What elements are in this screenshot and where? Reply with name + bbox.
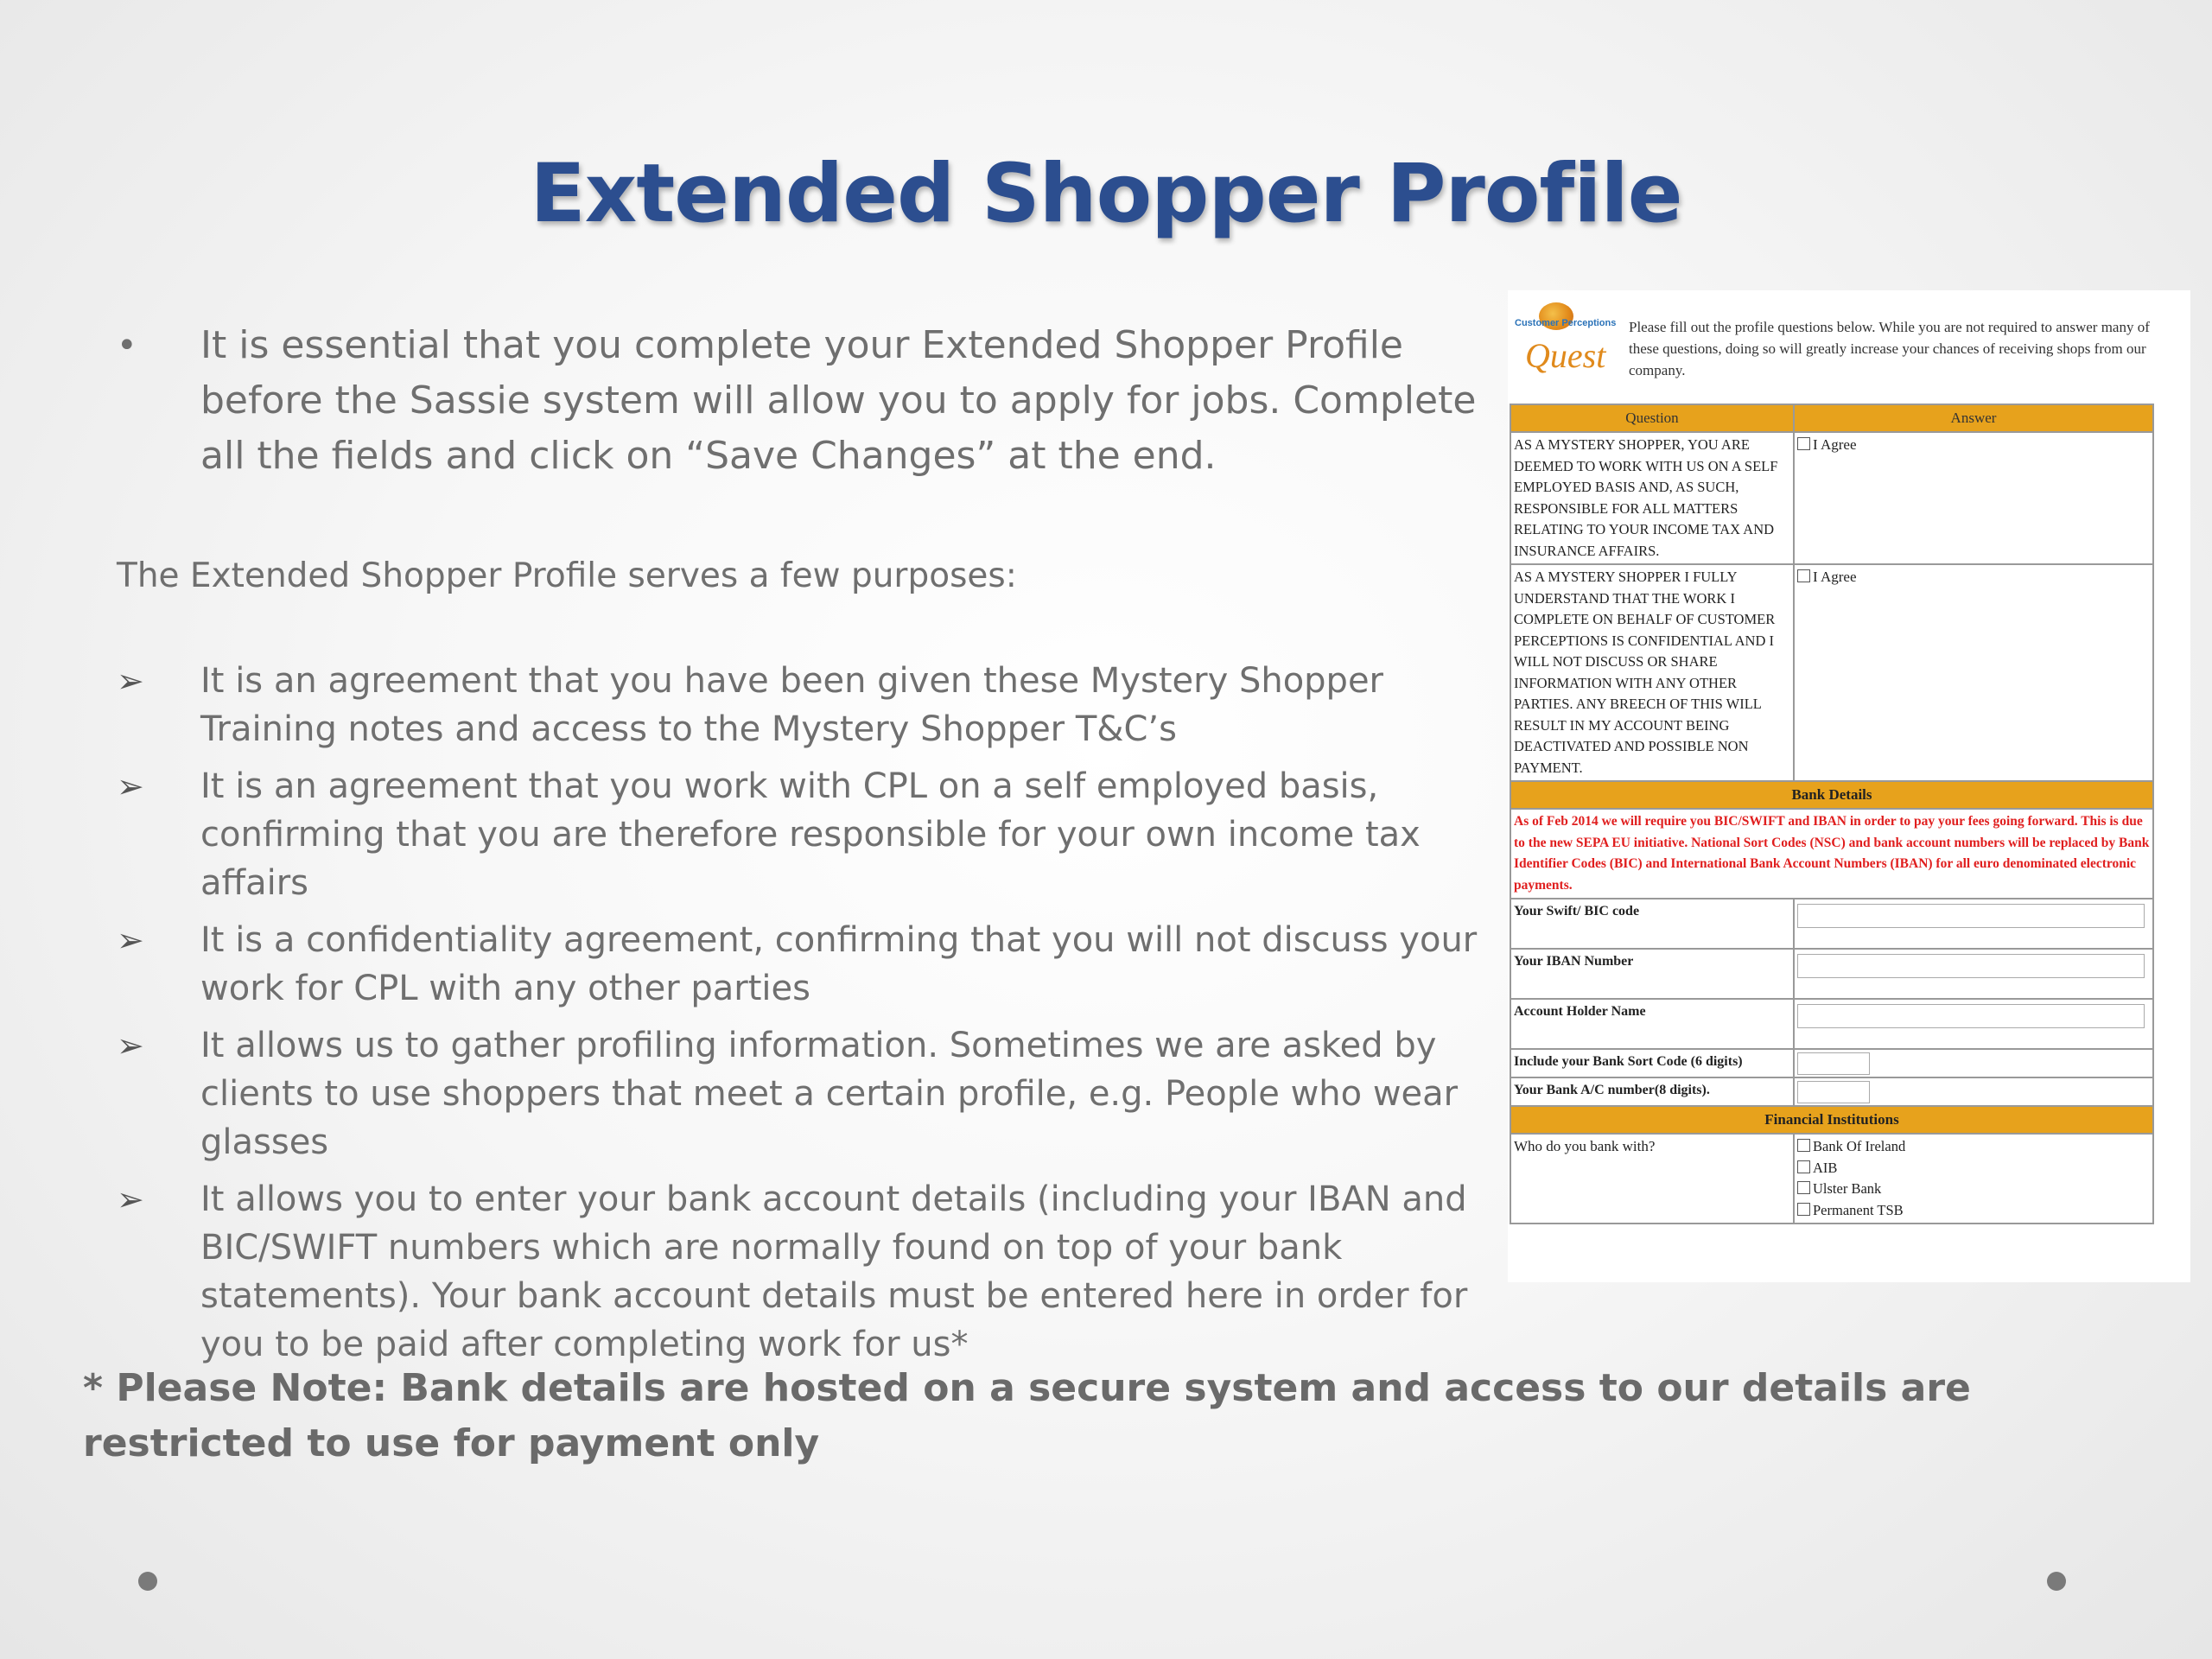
purposes-heading: The Extended Shopper Profile serves a few purposes: — [117, 556, 1017, 595]
table-row — [1510, 1077, 2153, 1106]
answer-cell — [1794, 899, 2153, 949]
purpose-text: It is an agreement that you have been given these Mystery Shopper Training notes and access to the Mystery Shopper T&C’s — [200, 661, 1384, 749]
section-row — [1510, 781, 2153, 809]
table-row — [1510, 1134, 2153, 1224]
bank-option-label: Permanent TSB — [1813, 1201, 1904, 1218]
agree-checkbox[interactable] — [1797, 437, 1810, 450]
answer-cell — [1794, 564, 2153, 781]
bank-option-label: AIB — [1813, 1159, 1838, 1176]
profile-form-table — [1510, 404, 2154, 1224]
question-self-employed: AS A MYSTERY SHOPPER, YOU ARE DEEMED TO WORK WITH US ON A SELF EMPLOYED BASIS AND, AS SUCH, RESPONSIBLE FOR ALL MATTERS RELATING TO YOUR INCOME TAX AND INSURANCE AFFAIRS. — [1510, 432, 1794, 564]
purpose-text: It is an agreement that you work with CPL on a self employed basis, confirming that you are therefore responsible for your own income tax affairs — [200, 766, 1421, 903]
question-confidentiality: AS A MYSTERY SHOPPER I FULLY UNDERSTAND THAT THE WORK I COMPLETE ON BEHALF OF CUSTOMER PERCEPTIONS IS CONFIDENTIAL AND I WILL NOT DISCUSS OR SHARE INFORMATION WITH ANY OTHER PARTIES. ANY BREECH OF THIS WILL RESULT IN MY ACCOUNT BEING DEACTIVATED AND POSSIBLE NON PAYMENT. — [1510, 564, 1794, 781]
bank-option-label: Bank Of Ireland — [1813, 1138, 1906, 1154]
arrow-bullet-icon: ➢ — [117, 921, 144, 959]
question-column-header: Question — [1510, 404, 1794, 432]
intro-text: It is essential that you complete your Extended Shopper Profile before the Sassie system will allow you to apply for jobs. Complete all the fields and click on “Save Changes” at the end. — [200, 323, 1477, 478]
slide-title: Extended Shopper Profile — [530, 147, 1682, 241]
form-header — [1515, 299, 2180, 403]
agree-label: I Agree — [1813, 436, 1857, 453]
table-row — [1510, 999, 2153, 1049]
table-row — [1510, 432, 2153, 564]
agree-checkbox[interactable] — [1797, 569, 1810, 582]
agree-label: I Agree — [1813, 569, 1857, 585]
table-row — [1510, 1049, 2153, 1077]
purpose-item — [117, 916, 1491, 1013]
bank-checkbox[interactable] — [1797, 1181, 1810, 1194]
bank-checkbox[interactable] — [1797, 1160, 1810, 1173]
logo-brand-text: Customer Perceptions — [1515, 318, 1617, 328]
sort-code-label: Include your Bank Sort Code (6 digits) — [1510, 1049, 1794, 1077]
purpose-item — [117, 1175, 1491, 1369]
bank-options-cell — [1794, 1134, 2153, 1224]
arrow-bullet-icon: ➢ — [117, 662, 144, 700]
financial-institutions-section-header: Financial Institutions — [1510, 1106, 2153, 1134]
answer-cell — [1794, 1049, 2153, 1077]
bank-checkbox[interactable] — [1797, 1203, 1810, 1216]
bank-checkbox[interactable] — [1797, 1139, 1810, 1152]
sort-code-input[interactable] — [1797, 1052, 1870, 1075]
purpose-text: It is a confidentiality agreement, confirming that you will not discuss your work for CPL with any other parties — [200, 920, 1478, 1008]
purpose-text: It allows you to enter your bank account details (including your IBAN and BIC/SWIFT numbers which are normally found on top of your bank statements). Your bank account details must be entered here in order for you to be paid after completing work for us* — [200, 1179, 1468, 1364]
company-logo — [1515, 299, 1627, 394]
purposes-list — [117, 657, 1491, 1369]
table-row — [1510, 564, 2153, 781]
arrow-bullet-icon: ➢ — [117, 767, 144, 805]
answer-cell — [1794, 999, 2153, 1049]
swift-input[interactable] — [1797, 904, 2145, 928]
slide-decor-dot-left — [138, 1572, 157, 1591]
account-number-label: Your Bank A/C number(8 digits). — [1510, 1077, 1794, 1106]
purpose-text: It allows us to gather profiling information. Sometimes we are asked by clients to use shoppers that meet a certain profile, e.g. People who wear glasses — [200, 1026, 1459, 1162]
logo-quest-text: Quest — [1525, 336, 1606, 375]
slide-decor-dot-right — [2047, 1572, 2066, 1591]
bank-option — [1797, 1136, 2150, 1158]
bank-question: Who do you bank with? — [1510, 1134, 1794, 1224]
profile-form-screenshot — [1508, 290, 2190, 1282]
arrow-bullet-icon: ➢ — [117, 1180, 144, 1218]
table-row — [1510, 899, 2153, 949]
purpose-item — [117, 762, 1491, 907]
bullet-glyph: • — [117, 326, 137, 365]
bank-option — [1797, 1179, 2150, 1200]
account-holder-label: Account Holder Name — [1510, 999, 1794, 1049]
answer-column-header: Answer — [1794, 404, 2153, 432]
table-row — [1510, 949, 2153, 999]
bank-option — [1797, 1158, 2150, 1179]
arrow-bullet-icon: ➢ — [117, 1027, 144, 1065]
intro-paragraph — [117, 318, 1491, 484]
answer-cell — [1794, 949, 2153, 999]
form-intro-text: Please fill out the profile questions below. While you are not required to answer many of these questions, doing so will greatly increase your chances of receiving shops from our company. — [1629, 319, 2150, 378]
table-row — [1510, 809, 2153, 899]
answer-cell — [1794, 432, 2153, 564]
purpose-item — [117, 1021, 1491, 1166]
iban-label: Your IBAN Number — [1510, 949, 1794, 999]
answer-cell — [1794, 1077, 2153, 1106]
account-number-input[interactable] — [1797, 1081, 1870, 1103]
bank-option-label: Ulster Bank — [1813, 1180, 1882, 1197]
bank-notice-text: As of Feb 2014 we will require you BIC/SWIFT and IBAN in order to pay your fees going forward. This is due to the new SEPA EU initiative. National Sort Codes (NSC) and bank account numbers will be replaced by Bank Identifier Codes (BIC) and International Bank Account Numbers (IBAN) for all euro denominated electronic payments. — [1510, 809, 2153, 899]
slide-body — [117, 318, 1491, 1377]
iban-input[interactable] — [1797, 954, 2145, 978]
bank-option — [1797, 1200, 2150, 1222]
swift-label: Your Swift/ BIC code — [1510, 899, 1794, 949]
bank-details-section-header: Bank Details — [1510, 781, 2153, 809]
account-holder-input[interactable] — [1797, 1004, 2145, 1028]
section-row — [1510, 1106, 2153, 1134]
table-header-row — [1510, 404, 2153, 432]
bank-security-note: * Please Note: Bank details are hosted on a secure system and access to our details are restricted to use for payment only — [83, 1366, 1971, 1465]
purpose-item — [117, 657, 1491, 753]
